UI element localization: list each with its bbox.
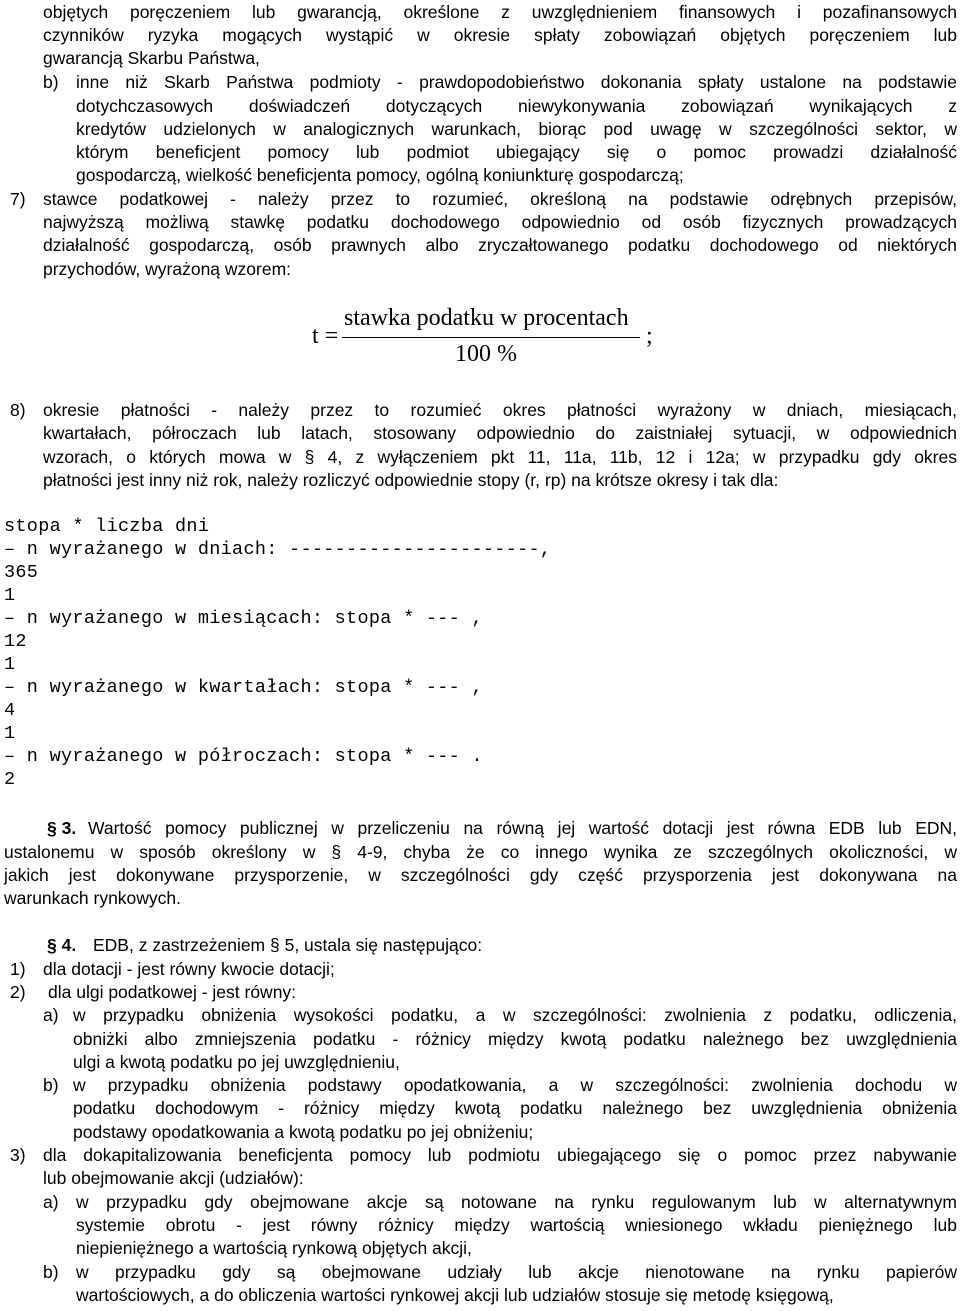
formula-denominator: 100 % — [455, 341, 517, 367]
text-line: dla dokapitalizowania beneficjenta pomocy lub podmiotu ubiegającego się o pomoc przez nabywanie — [43, 1145, 957, 1165]
formula-end: ; — [646, 323, 653, 349]
mono-line: – n wyrażanego w dniach: ----------------------, — [4, 539, 552, 560]
text-line: działalność gospodarczą, osób prawnych albo zryczałtowanego podatku dochodowego od niektórych — [43, 235, 957, 255]
text-line: obniżki albo zmniejszenia podatku - różnicy między kwotą podatku należnego bez uwzględnienia — [73, 1029, 957, 1049]
text-line: dla dotacji - jest równy kwocie dotacji; — [43, 959, 335, 979]
list-marker: a) — [43, 1192, 59, 1212]
list-marker: 1) — [10, 959, 26, 979]
text-line: Wartość pomocy publicznej w przeliczeniu na równą jej wartość dotacji jest równa EDB lub EDN, — [88, 818, 957, 838]
list-marker: a) — [43, 1005, 59, 1025]
text-line: wzorach, o których mowa w § 4, z wyłączeniem pkt 11, 11a, 11b, 12 i 12a; w przypadku gdy okres — [43, 447, 957, 467]
text-line: wartościowych, a do obliczenia wartości rynkowej akcji lub udziałów stosuje się metodę księgową, — [76, 1285, 834, 1305]
text-line: inne niż Skarb Państwa podmioty - prawdopodobieństwo dokonania spłaty ustalone na podstawie — [76, 72, 957, 92]
text-line: w przypadku gdy obejmowane akcje są notowane na rynku regulowanym lub w alternatywnym — [76, 1192, 957, 1212]
text-line: płatności jest inny niż rok, należy rozliczyć odpowiednie stopy (r, rp) na krótsze okresy i tak dla: — [43, 470, 779, 490]
text-line: kwartałach, półroczach lub latach, stosowany odpowiednio do zaistniałej sytuacji, w odpowiednich — [43, 423, 957, 443]
text-line: lub obejmowanie akcji (udziałów): — [43, 1168, 304, 1188]
text-line: w przypadku obniżenia podstawy opodatkowania, a w szczególności: zwolnienia dochodu w — [73, 1075, 957, 1095]
text-line: w przypadku gdy są obejmowane udziały lub akcje nienotowane na rynku papierów — [76, 1262, 957, 1282]
mono-line: 1 — [4, 654, 16, 675]
text-line: warunkach rynkowych. — [4, 888, 182, 908]
text-line: przychodów, wyrażoną wzorem: — [43, 259, 292, 279]
mono-line: 1 — [4, 585, 16, 606]
mono-line: stopa * liczba dni — [4, 516, 210, 537]
list-marker: 3) — [10, 1145, 26, 1165]
text-line: którym beneficjent pomocy lub podmiot ubiegający się o pomoc prowadzi działalność — [76, 142, 957, 162]
list-marker: b) — [43, 1262, 59, 1282]
section-marker: § 4. — [47, 935, 77, 955]
text-line: gwarancją Skarbu Państwa, — [43, 48, 260, 68]
text-line: niepieniężnego a wartością rynkową objętych akcji, — [76, 1238, 472, 1258]
list-marker: b) — [43, 1075, 59, 1095]
formula-numerator: stawka podatku w procentach — [344, 305, 629, 331]
text-line: okresie płatności - należy przez to rozumieć okres płatności wyrażony w dniach, miesiącach, — [43, 400, 957, 420]
mono-line: 4 — [4, 700, 16, 721]
text-line: systemie obrotu - jest równy różnicy między wartością wniesionego wkładu pieniężnego lub — [76, 1215, 957, 1235]
text-line: dotychczasowych doświadczeń dotyczących niewykonywania zobowiązań wynikających z — [76, 96, 957, 116]
list-marker: 8) — [10, 400, 26, 420]
fraction-bar — [342, 337, 640, 338]
text-line: najwyższą możliwą stawkę podatku dochodowego odpowiednio od osób fizycznych prowadzących — [43, 212, 957, 232]
text-line: podstawy opodatkowania a kwotą podatku po jej obniżeniu; — [73, 1122, 534, 1142]
text-line: ustalonemu w sposób określony w § 4-9, chyba że co innego wynika ze szczególnych okoliczności, w — [4, 842, 957, 862]
list-marker: b) — [43, 72, 59, 92]
list-marker: 7) — [10, 189, 26, 209]
text-line: jakich jest dokonywane przysporzenie, w szczególności gdy część przysporzenia jest dokonywana na — [4, 865, 957, 885]
text-line: gospodarczą, wielkość beneficjenta pomocy, ogólną koniunkturę gospodarczą; — [76, 165, 684, 185]
mono-line: 2 — [4, 769, 16, 790]
mono-line: – n wyrażanego w miesiącach: stopa * --- , — [4, 608, 483, 629]
text-line: ulgi a kwotą podatku po jej uwzględnieniu, — [73, 1052, 400, 1072]
mono-line: 1 — [4, 723, 16, 744]
list-marker: 2) — [10, 982, 26, 1002]
text-line: EDB, z zastrzeżeniem § 5, ustala się następująco: — [93, 935, 483, 955]
text-line: kredytów udzielonych w analogicznych warunkach, biorąc pod uwagę w szczególności sektor, w — [76, 119, 957, 139]
text-line: w przypadku obniżenia wysokości podatku, a w szczególności: zwolnienia z podatku, odliczenia, — [73, 1005, 957, 1025]
section-marker: § 3. — [47, 818, 77, 838]
mono-line: – n wyrażanego w kwartałach: stopa * --- , — [4, 677, 483, 698]
mono-line: – n wyrażanego w półroczach: stopa * --- . — [4, 746, 483, 767]
text-line: podatku dochodowym - różnicy między kwotą podatku należnego bez uwzględnienia obniżenia — [73, 1098, 957, 1118]
text-line: objętych poręczeniem lub gwarancją, określone z uwzględnieniem finansowych i pozafinansowych — [43, 2, 957, 22]
formula-lhs: t = — [312, 323, 339, 349]
mono-line: 365 — [4, 562, 39, 583]
text-line: stawce podatkowej - należy przez to rozumieć, określoną na podstawie odrębnych przepisów, — [43, 189, 957, 209]
text-line: czynników ryzyka mogących wystąpić w okresie spłaty zobowiązań objętych poręczeniem lub — [43, 25, 957, 45]
text-line: dla ulgi podatkowej - jest równy: — [48, 982, 297, 1002]
mono-line: 12 — [4, 631, 27, 652]
